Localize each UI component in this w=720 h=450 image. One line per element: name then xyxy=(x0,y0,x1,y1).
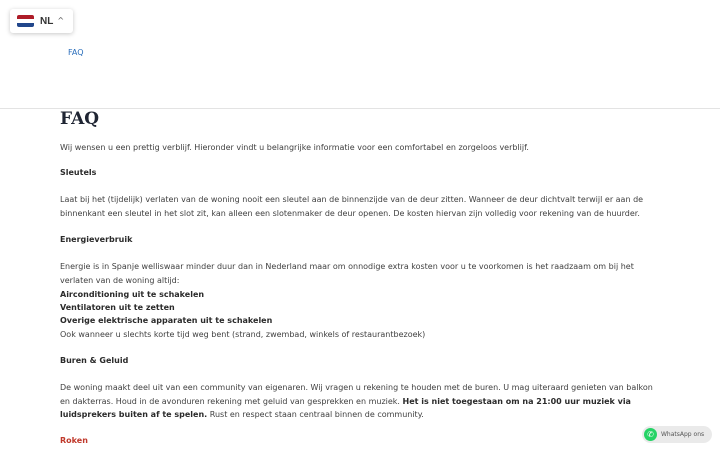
heading-buren-geluid: Buren & Geluid xyxy=(60,356,129,365)
heading-sleutels: Sleutels xyxy=(60,168,97,177)
language-switcher[interactable] xyxy=(10,9,73,33)
energie-item: Overige elektrische apparaten uit te schakelen xyxy=(60,316,273,325)
energie-item: Airconditioning uit te schakelen xyxy=(60,290,205,299)
buren-text-part2: Rust en respect staan centraal binnen de community. xyxy=(209,410,424,419)
netherlands-flag-icon xyxy=(17,15,34,27)
page-title: FAQ xyxy=(60,109,100,129)
energie-note: Ook wanneer u slechts korte tijd weg bent (strand, zwembad, winkels of restaurantbezoek) xyxy=(60,330,426,339)
heading-roken: Roken xyxy=(60,436,88,445)
whatsapp-button[interactable] xyxy=(642,426,712,443)
energie-text: Energie is in Spanje welliswaar minder duur dan in Nederland maar om onnodige extra kosten voor u te voorkomen is het raadzaam om bij het verlaten van de woning altijd: xyxy=(60,262,634,285)
header-divider xyxy=(0,108,720,109)
heading-energieverbruik: Energieverbruik xyxy=(60,235,133,244)
buren-text-bold: Het is niet toegestaan om na 21:00 uur muziek via luidsprekers buiten af te spelen. xyxy=(60,396,631,419)
chevron-up-icon: ^ xyxy=(57,15,65,25)
breadcrumb-faq-link[interactable]: FAQ xyxy=(68,48,84,57)
buren-text xyxy=(60,381,660,422)
sleutels-text: Laat bij het (tijdelijk) verlaten van de woning nooit een sleutel aan de binnenzijde van de deur zitten. Wanneer de deur dichtvalt terwijl er aan de binnenkant een sleutel in het slot zit, kan alleen een slotenmaker de deur openen. De kosten hiervan zijn volledig voor rekening van de huurder. xyxy=(60,195,644,218)
energie-item: Ventilatoren uit te zetten xyxy=(60,303,175,312)
buren-text-part1: De woning maakt deel uit van een community van eigenaren. Wij vragen u rekening te houden met de buren. U mag uiteraard genieten van balkon en dakterras. Houd in de avonduren rekening met geluid van gesprekken en muziek. xyxy=(60,383,653,406)
language-code: NL xyxy=(40,15,54,27)
whatsapp-label: WhatsApp ons xyxy=(661,431,705,438)
whatsapp-icon: ✆ xyxy=(644,428,657,441)
intro-text: Wij wensen u een prettig verblijf. Hieronder vindt u belangrijke informatie voor een comfortabel en zorgeloos verblijf. xyxy=(60,143,529,152)
